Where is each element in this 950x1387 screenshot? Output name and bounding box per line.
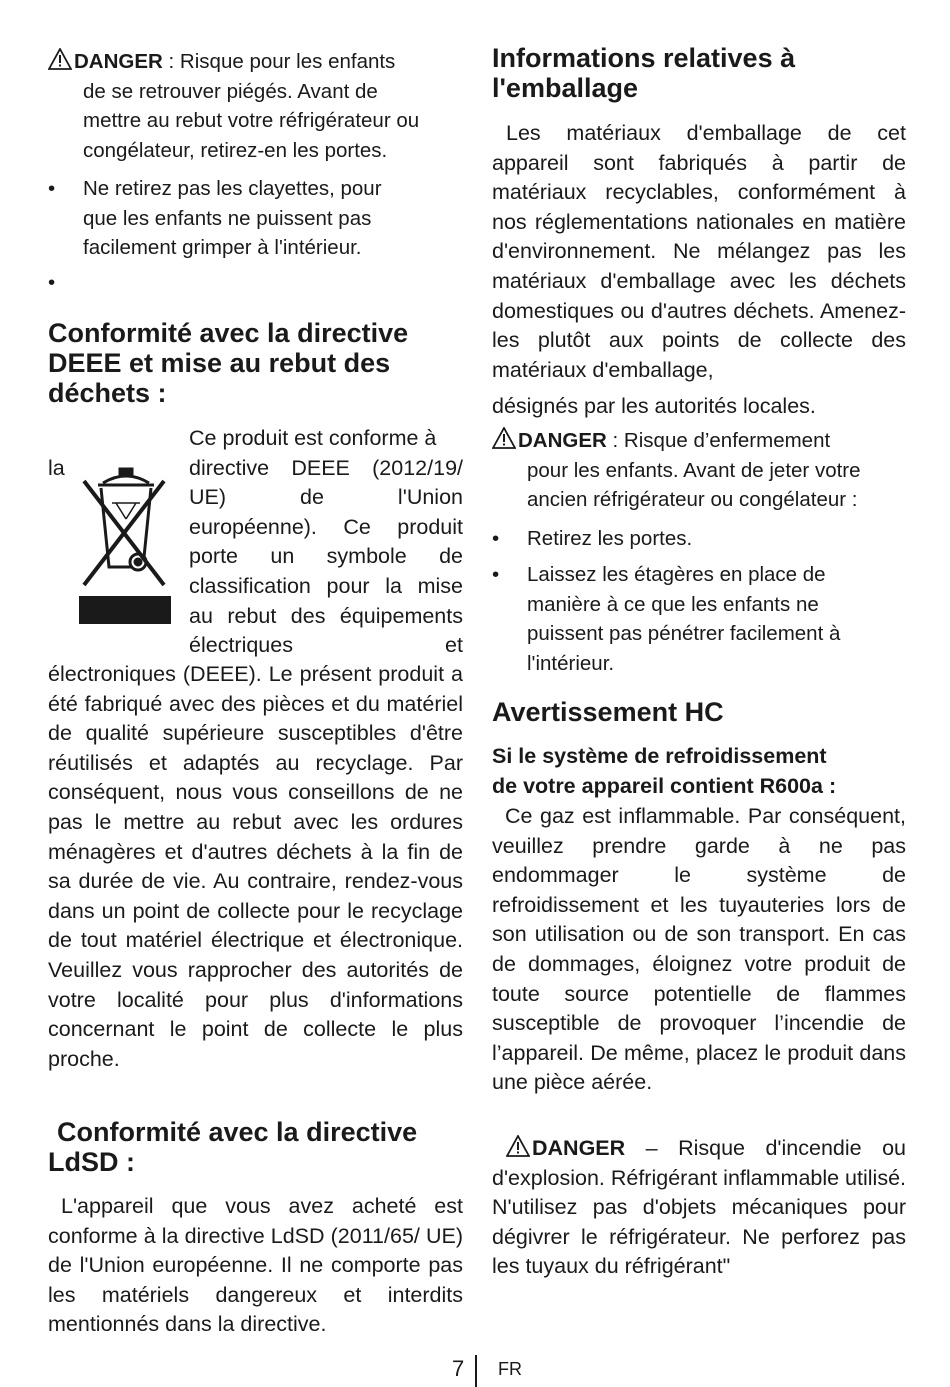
hc-subheading: [492, 742, 906, 801]
ldsd-heading: [48, 1117, 463, 1177]
danger-fire-warning: [492, 1134, 906, 1282]
text-line: manière à ce que les enfants ne: [527, 592, 819, 616]
danger-fire-text: – Risque d'incendie ou d'explosion. Réfrigérant inflammable utilisé. N'utilisez pas d'objets mécaniques pour dégivrer le réfrigérateur. Ne perforez pas les tuyaux du réfrigérant": [492, 1136, 907, 1279]
text-line: UE) de l'Union: [189, 485, 463, 510]
heading-line: DEEE et mise au rebut des: [48, 348, 391, 378]
text-line: Laissez les étagères en place de: [527, 563, 826, 586]
heading-line: LdSD :: [48, 1147, 135, 1177]
weee-crossed-bin-icon: [76, 455, 176, 630]
packaging-heading: [492, 43, 906, 103]
hc-heading: Avertissement HC: [492, 697, 724, 727]
text-line: électriques et: [189, 633, 463, 658]
bullet-symbol: •: [492, 563, 500, 586]
danger-children-rest: [48, 77, 463, 166]
warning-triangle-icon: [492, 427, 516, 449]
danger-confinement-warning: [492, 426, 906, 515]
danger-children-first-line: [48, 47, 463, 77]
subheading-line: Si le système de refroidissement: [492, 744, 827, 768]
text-line: mettre au rebut votre réfrigérateur ou: [83, 109, 420, 133]
bullet-empty: [48, 268, 88, 298]
footer-divider: [475, 1355, 477, 1387]
danger-label: DANGER: [74, 50, 163, 73]
weee-heading: [48, 318, 463, 408]
bullet-text: [527, 560, 840, 678]
text-line: directive DEEE (2012/19/: [189, 455, 463, 480]
subheading-line: de votre appareil contient R600a :: [492, 773, 837, 798]
bullet-symbol: •: [492, 527, 500, 550]
page-number: 7: [452, 1356, 465, 1381]
heading-line: déchets :: [48, 378, 167, 408]
danger-label: DANGER: [532, 1136, 626, 1160]
text-line: au rebut des équipements: [189, 603, 463, 628]
text-line: Ce produit est conforme à: [189, 426, 437, 450]
weee-text-beside-icon: [189, 424, 463, 661]
text-line: pour les enfants. Avant de jeter votre: [527, 458, 861, 482]
danger-confinement-rest: [492, 456, 906, 515]
text-line: Ne retirez pas les clayettes, pour: [83, 177, 382, 200]
bullet-shelves-climb: [48, 174, 463, 264]
bullet-symbol: •: [48, 271, 56, 294]
heading-line: l'emballage: [492, 73, 638, 103]
warning-triangle-icon: [48, 48, 72, 70]
text-line: ancien réfrigérateur ou congélateur :: [527, 488, 858, 512]
bullet-text: [83, 174, 382, 263]
text-line: facilement grimper à l'intérieur.: [83, 236, 362, 260]
danger-children-warning: [48, 47, 463, 165]
weee-paragraph: électroniques (DEEE). Le présent produit a été fabriqué avec des pièces et du matériel de qualité supérieure susceptibles d'être réutilisés et adaptés au recyclage. Par conséquent, nous vous conseillons de ne pas le mettre au rebut avec les ordures ménagères et d'autres déchets à la fin de sa durée de vie. Au contraire, rendez-vous dans un point de collecte pour le recyclage de tout matériel électrique et électronique. Veuillez vous rapprocher des autorités de votre localité pour plus d'informations concernant le point de collecte le plus proche.: [48, 662, 463, 1071]
heading-line: Informations relatives à: [492, 43, 796, 73]
danger-children-line1: : Risque pour les enfants: [162, 50, 396, 73]
bullet-symbol: •: [48, 177, 56, 200]
heading-line: Conformité avec la directive: [48, 318, 409, 348]
warning-triangle-icon: [506, 1135, 530, 1157]
danger-label: DANGER: [518, 429, 607, 452]
danger-confinement-line1: : Risque d’enfermement: [606, 429, 831, 452]
packaging-last-line: désignés par les autorités locales.: [492, 394, 816, 418]
text-line: puissent pas pénétrer facilement à: [527, 622, 841, 646]
heading-line: Conformité avec la directive: [57, 1117, 418, 1147]
weee-la-word: la: [48, 456, 65, 480]
packaging-paragraph: Les matériaux d'emballage de cet appareil sont fabriqués à partir de matériaux recyclables, conformément à nos réglementations nationales en matière d'environnement. Ne mélangez pas les matériaux d'emballage avec les déchets domestiques ou d'autres déchets. Amenez-les plutôt aux points de collecte des matériaux d'emballage,: [492, 121, 906, 382]
bullet-text: Retirez les portes.: [527, 527, 693, 550]
bullet-leave-shelves: [492, 560, 906, 680]
danger-confinement-first-line: [492, 426, 906, 456]
text-line: de se retrouver piégés. Avant de: [83, 79, 378, 103]
language-code: FR: [498, 1359, 522, 1379]
hc-paragraph: Ce gaz est inflammable. Par conséquent, veuillez prendre garde à ne pas endommager le système de refroidissement et les tuyauteries lors de son utilisation ou de son transport. En cas de dommages, éloignez votre produit de toute source potentielle de flammes susceptible de provoquer l’incendie de l’appareil. De même, placez le produit dans une pièce aérée.: [492, 804, 906, 1095]
text-line: porte un symbole de: [189, 544, 463, 569]
ldsd-paragraph: L'appareil que vous avez acheté est conforme à la directive LdSD (2011/65/ UE) de l'Union européenne. Il ne comporte pas les matériels dangereux et interdits mentionnés dans la directive.: [48, 1194, 463, 1337]
text-line: classification pour la mise: [189, 573, 463, 598]
text-line: européenne). Ce produit: [189, 514, 463, 539]
text-line: que les enfants ne puissent pas: [83, 206, 372, 230]
text-line: l'intérieur.: [527, 651, 615, 675]
text-line: congélateur, retirez-en les portes.: [83, 138, 388, 162]
bullet-remove-doors: [492, 524, 906, 554]
